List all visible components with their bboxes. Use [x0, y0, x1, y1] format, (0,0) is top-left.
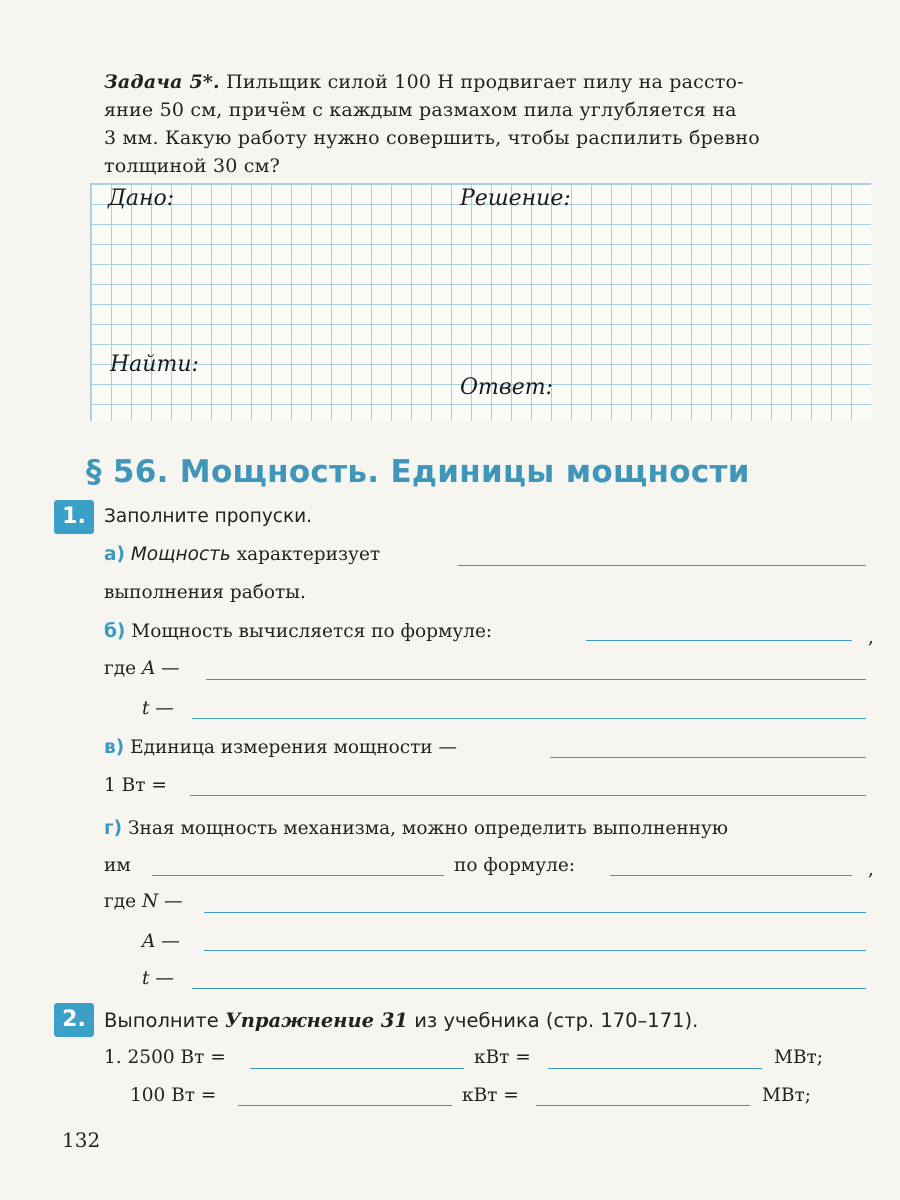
blank-c-watt[interactable] — [190, 795, 866, 796]
row1-value: 1. 2500 Вт = — [104, 1047, 226, 1068]
item-c-marker: в) — [104, 737, 125, 758]
exercise-1-instruction: Заполните пропуски. — [104, 506, 313, 527]
item-c-watt: 1 Вт = — [104, 775, 167, 796]
exercise-1-badge: 1. — [54, 500, 94, 534]
blank-b-formula[interactable] — [586, 640, 852, 641]
item-c — [104, 736, 457, 760]
item-a-text: характеризует — [236, 544, 381, 565]
blank-d-t[interactable] — [192, 988, 866, 989]
row2-unit-mw: МВт; — [762, 1085, 812, 1106]
task-5-line-3: 3 мм. Какую работу нужно совершить, чтобы распилить бревно — [104, 127, 760, 149]
item-a-term: Мощность — [130, 544, 231, 565]
item-b-text: Мощность вычисляется по формуле: — [131, 621, 493, 642]
answer-label: Ответ: — [460, 375, 553, 400]
item-a-marker: а) — [104, 544, 125, 565]
item-d-formula: по формуле: — [454, 855, 576, 876]
item-c-text: Единица измерения мощности — — [130, 737, 458, 758]
task-5-line-4: толщиной 30 см? — [104, 155, 280, 177]
item-b-marker: б) — [104, 621, 126, 642]
blank-d-A[interactable] — [204, 950, 866, 951]
item-d-where — [104, 890, 183, 914]
item-d-marker: г) — [104, 818, 123, 839]
exercise-2-text-before: Выполните — [104, 1009, 219, 1032]
blank-d-work[interactable] — [152, 875, 444, 876]
page-number: 132 — [62, 1128, 101, 1152]
exercise-2-badge: 2. — [54, 1003, 94, 1037]
blank-row2-kw[interactable] — [238, 1105, 452, 1106]
exercise-2-instruction — [104, 1009, 698, 1033]
task-5-line-1: Пильщик силой 100 Н продвигает пилу на рассто- — [226, 71, 744, 93]
exercise-2-reference: Упражнение 31 — [224, 1009, 408, 1032]
blank-b-A[interactable] — [206, 679, 866, 680]
item-b-where — [104, 657, 180, 681]
solution-label: Решение: — [460, 186, 571, 211]
row2-value: 100 Вт = — [130, 1085, 217, 1106]
blank-d-N[interactable] — [204, 912, 866, 913]
blank-a-1[interactable] — [458, 565, 866, 566]
task-5-label: Задача 5*. — [104, 71, 220, 93]
exercise-2-text-after: из учебника (стр. 170–171). — [414, 1009, 699, 1032]
item-d-N: N — — [141, 891, 183, 912]
item-a-cont: выполнения работы. — [104, 582, 306, 603]
blank-d-formula[interactable] — [610, 875, 852, 876]
row1-unit-mw: МВт; — [774, 1047, 824, 1068]
item-d-im: им — [104, 855, 131, 876]
item-d — [104, 817, 728, 841]
row1-unit-kw: кВт = — [474, 1047, 531, 1068]
given-label: Дано: — [108, 186, 175, 211]
section-title: § 56. Мощность. Единицы мощности — [86, 454, 750, 490]
item-b — [104, 620, 492, 644]
blank-row1-mw[interactable] — [548, 1068, 762, 1069]
find-label: Найти: — [110, 352, 199, 377]
item-d-where-word: где — [104, 891, 137, 912]
item-b-where-word: где — [104, 658, 137, 679]
row2-unit-kw: кВт = — [462, 1085, 519, 1106]
item-d-comma: , — [868, 859, 874, 880]
item-b-A: A — — [141, 658, 180, 679]
task-5 — [104, 68, 884, 180]
blank-row1-kw[interactable] — [250, 1068, 464, 1069]
item-a — [104, 543, 380, 567]
item-d-text: Зная мощность механизма, можно определить выполненную — [128, 818, 728, 839]
item-b-t: t — — [142, 698, 174, 719]
item-d-A: A — — [142, 931, 180, 952]
blank-b-t[interactable] — [192, 718, 866, 719]
item-b-comma: , — [868, 627, 874, 648]
task-5-line-2: яние 50 см, причём с каждым размахом пила углубляется на — [104, 99, 737, 121]
blank-c-unit[interactable] — [550, 757, 866, 758]
blank-row2-mw[interactable] — [536, 1105, 750, 1106]
item-d-t: t — — [142, 968, 174, 989]
